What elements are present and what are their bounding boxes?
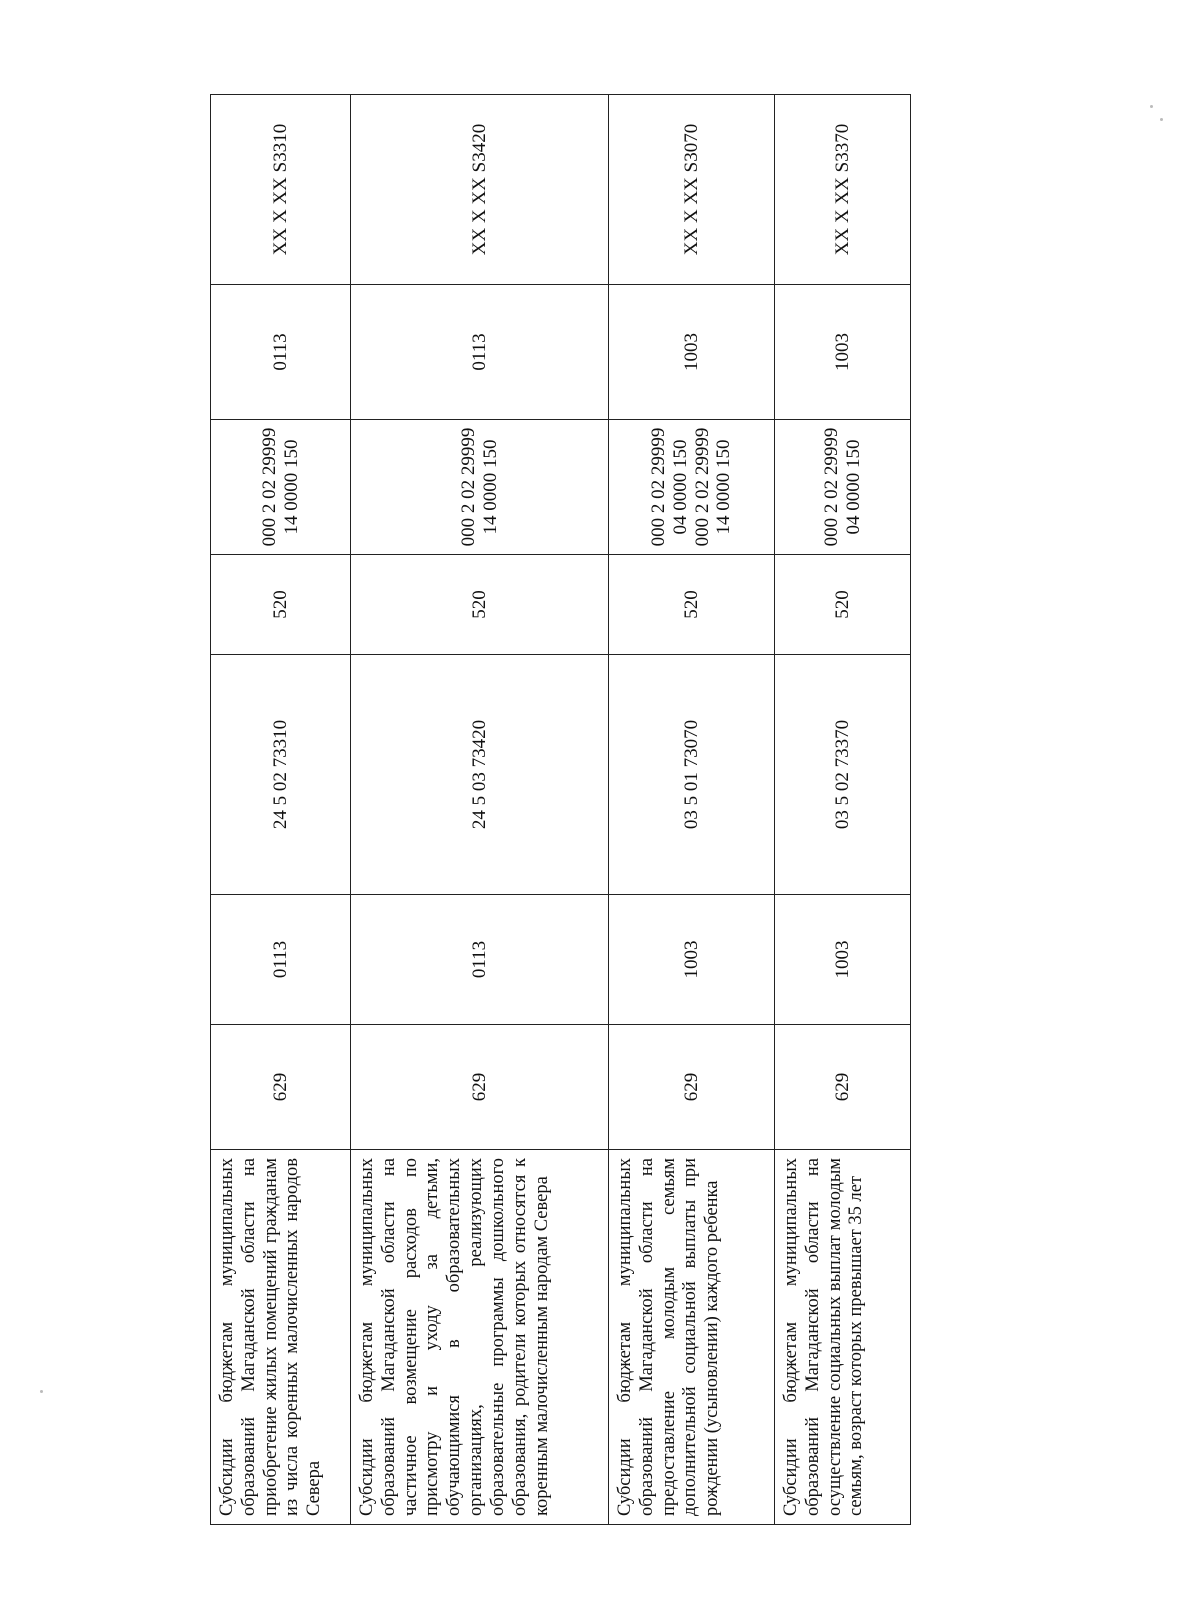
rotated-table-page — [210, 95, 910, 1525]
section-code-cell-2: 1003 — [775, 285, 911, 420]
table-row — [351, 95, 609, 1525]
section-code-cell: 0113 — [351, 895, 609, 1025]
income-code: 000 2 02 29999 14 0000 150 — [258, 427, 302, 547]
table-row — [775, 95, 911, 1525]
target-article-cell: 24 5 02 73310 — [211, 655, 351, 895]
scan-speck — [1160, 118, 1163, 121]
local-code-cell: XX X XX S3370 — [775, 95, 911, 285]
description-cell: Субсидии бюджетам муниципальных образований Магаданской области на осуществление социальных выплат молодым семьям, возраст которых превышает 35 лет — [775, 1150, 911, 1525]
local-code-cell: XX X XX S3070 — [609, 95, 775, 285]
admin-code-cell: 629 — [211, 1025, 351, 1150]
target-article-cell: 03 5 01 73070 — [609, 655, 775, 895]
section-code-cell: 0113 — [211, 895, 351, 1025]
income-code-cell — [775, 420, 911, 555]
local-code-cell: XX X XX S3310 — [211, 95, 351, 285]
income-code: 000 2 02 29999 14 0000 150 — [691, 427, 735, 547]
description-cell: Субсидии бюджетам муниципальных образований Магаданской области на предоставление молодым семьям дополнительной социальной выплаты при рождении (усыновлении) каждого ребенка — [609, 1150, 775, 1525]
table-row — [609, 95, 775, 1525]
subsidies-table — [210, 94, 911, 1525]
admin-code-cell: 629 — [351, 1025, 609, 1150]
target-article-cell: 03 5 02 73370 — [775, 655, 911, 895]
description-cell: Субсидии бюджетам муниципальных образований Магаданской области на частичное возмещение расходов по присмотру и уходу за детьми, обучающимися в образовательных организациях, реализующих образовательные программы дошкольного образования, родители которых относятся к коренным малочисленным народам Севера — [351, 1150, 609, 1525]
expense-type-cell: 520 — [351, 555, 609, 655]
income-code-cell — [211, 420, 351, 555]
expense-type-cell: 520 — [211, 555, 351, 655]
table-row — [211, 95, 351, 1525]
income-code: 000 2 02 29999 14 0000 150 — [457, 427, 501, 547]
description-cell: Субсидии бюджетам муниципальных образований Магаданской области на приобретение жилых помещений гражданам из числа коренных малочисленных народов Севера — [211, 1150, 351, 1525]
expense-type-cell: 520 — [609, 555, 775, 655]
target-article-cell: 24 5 03 73420 — [351, 655, 609, 895]
income-code: 000 2 02 29999 04 0000 150 — [820, 427, 864, 547]
income-code-cell — [351, 420, 609, 555]
section-code-cell: 1003 — [609, 895, 775, 1025]
section-code-cell-2: 0113 — [211, 285, 351, 420]
admin-code-cell: 629 — [775, 1025, 911, 1150]
section-code-cell: 1003 — [775, 895, 911, 1025]
scan-speck — [1150, 105, 1153, 108]
local-code-cell: XX X XX S3420 — [351, 95, 609, 285]
scan-speck — [40, 1390, 43, 1393]
income-code: 000 2 02 29999 04 0000 150 — [647, 427, 691, 547]
admin-code-cell: 629 — [609, 1025, 775, 1150]
section-code-cell-2: 0113 — [351, 285, 609, 420]
income-code-cell — [609, 420, 775, 555]
section-code-cell-2: 1003 — [609, 285, 775, 420]
expense-type-cell: 520 — [775, 555, 911, 655]
